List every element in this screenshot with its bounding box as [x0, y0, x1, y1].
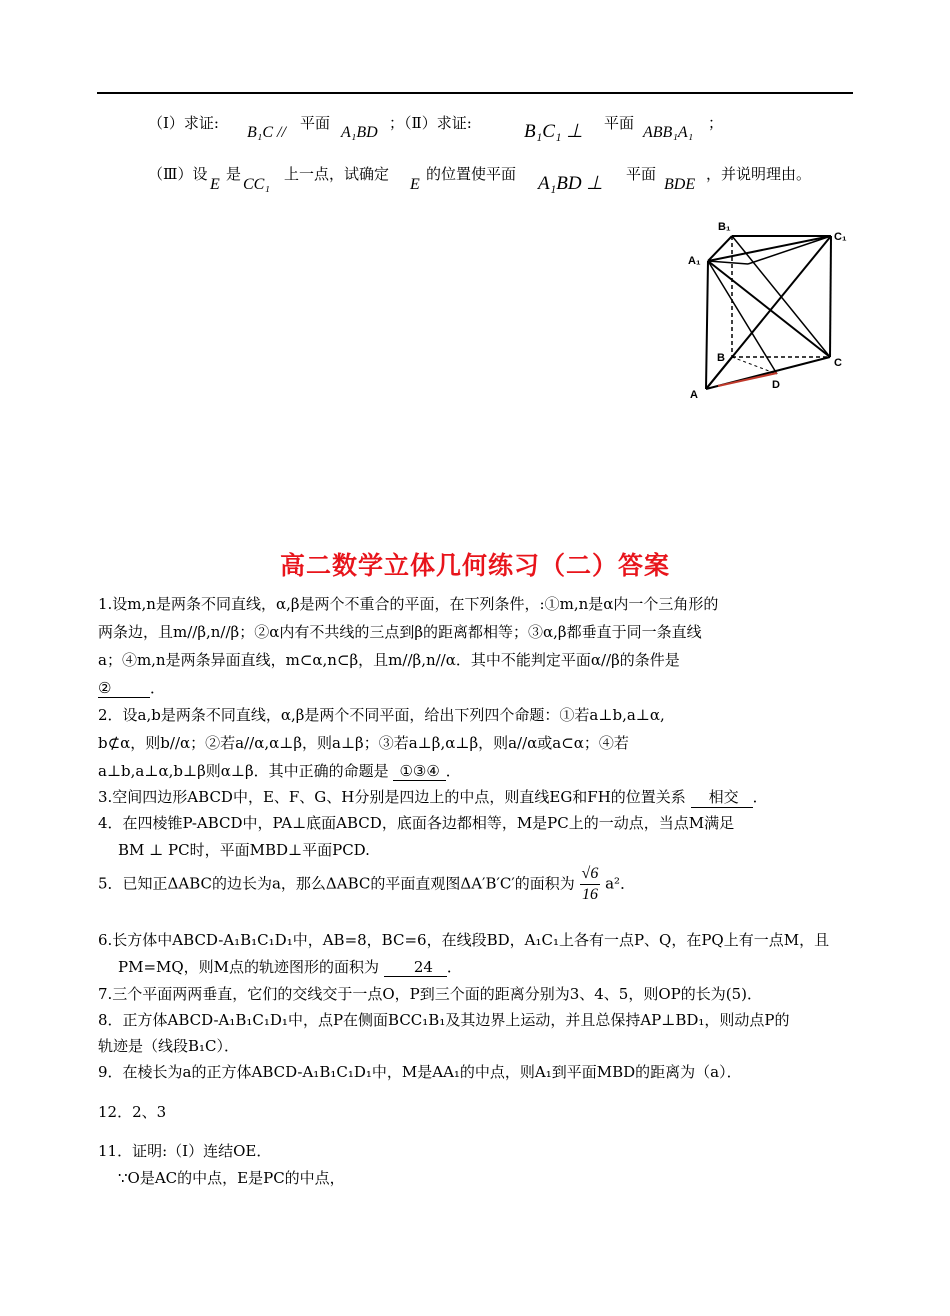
a1-answer: ②: [98, 679, 150, 698]
a1-line2: 两条边，且m//β,n//β；②α内有不共线的三点到β的距离都相等；③α,β都垂直于同一条直线: [98, 623, 702, 641]
a6-answer: 24: [384, 958, 447, 977]
a6-line2: [118, 956, 462, 977]
a4-line1: 4．在四棱锥P-ABCD中，PA⊥底面ABCD，底面各边都相等，M是PC上的一动点，当点M满足: [98, 814, 735, 832]
label-d: D: [772, 379, 780, 391]
q3-bde: BDE: [664, 176, 696, 193]
a5-den: 16: [581, 886, 598, 903]
q-part1-expr: B₁C //: [247, 124, 286, 141]
q3-e: E: [210, 176, 220, 193]
a2-end: ．: [445, 762, 461, 780]
a4-line2: BM ⊥ PC时，平面MBD⊥平面PCD.: [118, 841, 370, 859]
label-c1: C₁: [834, 231, 847, 243]
q3-cc1: CC₁: [243, 176, 270, 193]
diag-c1a: [706, 236, 831, 389]
page-title: 高二数学立体几何练习（二）答案: [279, 551, 670, 580]
label-c: C: [834, 357, 842, 369]
a5-post: a²．: [605, 874, 636, 893]
a3-line: [98, 786, 768, 808]
a11-line1: 11．证明:（Ⅰ）连结OE．: [98, 1142, 272, 1160]
a2-line3: [98, 760, 461, 781]
q3-is: 是: [226, 165, 242, 183]
a3-end: ．: [752, 788, 768, 806]
q-part2-label: ；（Ⅱ）求证:: [389, 114, 472, 132]
a1-end: ．: [150, 679, 166, 697]
q-part1-label: （Ⅰ）求证:: [148, 114, 219, 132]
diag-a1c: [708, 261, 830, 357]
a6-line1: 6.长方体中ABCD-A₁B₁C₁D₁中，AB=8，BC=6，在线段BD，A₁C₁上各有一点P、Q，在PQ上有一点M，且: [98, 931, 830, 949]
header-rule: [97, 92, 853, 94]
label-a: A: [690, 389, 698, 401]
q3-prefix: （Ⅲ）设: [148, 165, 208, 183]
q-part1-plane-word: 平面: [300, 114, 331, 132]
q-part2-expr: B₁C₁ ⊥: [524, 121, 583, 142]
a11-line2: ∵O是AC的中点，E是PC的中点，: [118, 1169, 345, 1187]
a1-line1: 1.设m,n是两条不同直线，α,β是两个不重合的平面，在下列条件，:①m,n是α内一个三角形的: [98, 595, 719, 613]
a8-line2: 轨迹是（线段B₁C）．: [98, 1037, 240, 1055]
a3-answer: 相交: [691, 786, 753, 808]
a5-num: √6: [580, 864, 601, 885]
edge-top-back: [708, 261, 748, 264]
edge-a1a: [706, 261, 708, 389]
a2-line3-text: a⊥b,a⊥α,b⊥β则α⊥β．其中正确的命题是: [98, 762, 389, 780]
q3-e2: E: [410, 176, 420, 193]
a5-text: 5．已知正ΔABC的边长为a，那么ΔABC的平面直观图ΔA′B′C′的面积为: [98, 874, 575, 893]
q-part2-tail: ；: [708, 114, 724, 132]
a5-fraction: [580, 864, 601, 905]
a3-text: 3.空间四边形ABCD中，E、F、G、H分别是四边上的中点，则直线EG和FH的位置关系: [98, 788, 686, 806]
a9-line: 9．在棱长为a的正方体ABCD-A₁B₁C₁D₁中，M是AA₁的中点，则A₁到平面MBD的距离为（a）．: [98, 1063, 742, 1081]
q3-mid: 上一点，试确定: [284, 165, 390, 183]
edge-ad-red: [718, 373, 777, 386]
a2-line1: 2．设a,b是两条不同直线，α,β是两个不同平面，给出下列四个命题：①若a⊥b,a⊥α,: [98, 706, 665, 724]
label-a1: A₁: [688, 255, 701, 267]
label-b1: B₁: [718, 221, 731, 233]
q-part2-plane: ABB₁A₁: [643, 124, 694, 141]
a12-line: 12．2、3: [98, 1103, 167, 1121]
q-part2-plane-word: 平面: [604, 114, 635, 132]
a6-text: PM=MQ，则M点的轨迹图形的面积为: [118, 958, 380, 976]
a2-answer: ①③④: [393, 762, 445, 781]
q3-mid2: 的位置使平面: [426, 165, 517, 183]
a1-line4: [98, 677, 165, 698]
q3-tail: ，并说明理由。: [706, 165, 812, 183]
edge-c1c: [830, 236, 831, 357]
label-b: B: [717, 352, 725, 364]
q3-a1bd: A₁BD ⊥: [538, 173, 603, 194]
prism-figure: [688, 214, 858, 404]
a6-end: ．: [446, 958, 462, 976]
a8-line1: 8．正方体ABCD-A₁B₁C₁D₁中，点P在侧面BCC₁B₁及其边界上运动，并且总保持AP⊥BD₁，则动点P的: [98, 1011, 790, 1029]
q3-plane-word: 平面: [626, 165, 657, 183]
q-part1-plane: A₁BD: [341, 124, 378, 141]
a2-line2: b⊄α，则b//α；②若a//α,α⊥β，则a⊥β；③若a⊥β,α⊥β，则a//α或a⊂α；④若: [98, 734, 629, 752]
a5-line: [98, 864, 635, 905]
a1-line3: a；④m,n是两条异面直线，m⊂α,n⊂β，且m//β,n//α．其中不能判定平面α//β的条件是: [98, 651, 680, 669]
a7-line: 7.三个平面两两垂直，它们的交线交于一点O，P到三个面的距离分别为3、4、5，则OP的长为(5)．: [98, 985, 762, 1003]
